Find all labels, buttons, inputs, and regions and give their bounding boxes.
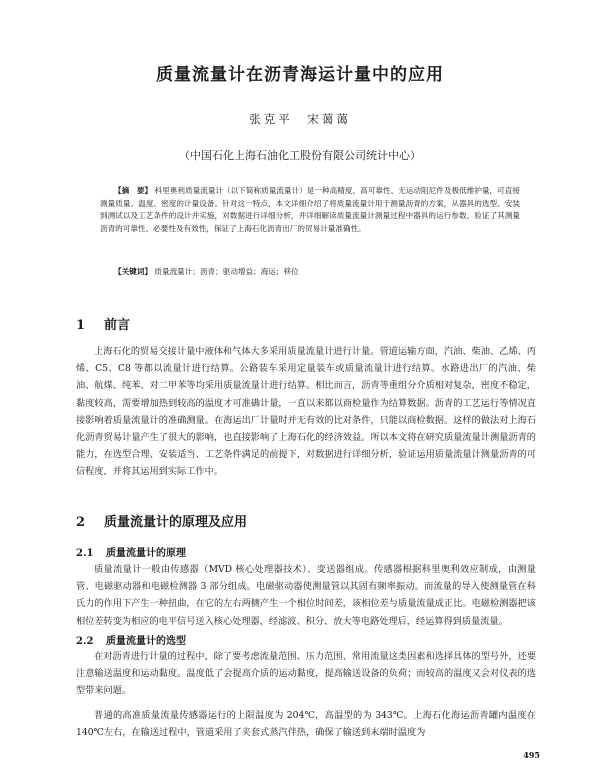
paper-authors: 张克平 宋蔼蔼 <box>249 112 351 126</box>
section-2-2-paragraph-2: 普通的高准质量流量传感器运行的上限温度为 204℃，高温型的为 343℃。上海石化海运沥青罐内温度在 140℃左右，在输送过程中，管道采用了夹套式蒸汽伴热，确保了输送到末端时温度为 <box>76 710 536 739</box>
paper-affiliation: （中国石化上海石油化工股份有限公司统计中心） <box>179 149 421 162</box>
section-2-title: 质量流量计的原理及应用 <box>104 515 248 530</box>
section-2-1-paragraph: 质量流量计一般由传感器（MVD 核心处理器技术）、变送器组成。传感器根据科里奥利效应制成，由测量管、电磁驱动器和电磁检测器 3 部分组成。电磁驱动器使测量管以其固有频率振动。而流量的导入使测量管在科氏力的作用下产生一种扭曲，在它的左右两侧产生一个相位时间差，该相位差与质量流量成正比。电磁检测器把该相位差转变为相应的电平信号送入核心处理器，经滤波、积分、放大等电路处理后，经运算得到质量流量。 <box>76 564 536 627</box>
section-1-title: 前言 <box>104 318 131 333</box>
section-2-2-paragraph-1: 在对沥青进行计量的过程中，除了要考虑流量范围、压力范围、常用流量这类因素和选择具体的型号外，还要注意输送温度和运动黏度。温度低了会提高介质的运动黏度，提高输送设备的负荷；而较高的温度又会对仪表的选型带来问题。 <box>76 651 536 697</box>
paper-title: 质量流量计在沥青海运计量中的应用 <box>156 65 444 85</box>
abstract <box>100 185 520 235</box>
abstract-text: 科里奥利质量流量计（以下简称质量流量计）是一种高精度、高可靠性、无运动阻尼件及极低维护量，可直接测量质量、温度、密度的计量设备。针对这一特点，本文详细介绍了将质量流量计用于测量沥青的方案，从器具的选型、安装到测试以及工艺条件的设计并实施，对数据进行详细分析，并详细解读质量流量计测量过程中器具的运行参数，验证了其测量沥青的可靠性、必要性及有效性，保证了上海石化沥青出厂的贸易计量准确性。 <box>100 186 520 233</box>
section-2-1-number: 2.1 <box>76 548 94 559</box>
keywords <box>100 266 520 278</box>
section-2-1-title: 质量流量计的原理 <box>106 548 186 559</box>
page-number: 495 <box>523 750 540 760</box>
section-2-2-heading <box>76 632 186 647</box>
section-1-heading <box>76 314 130 333</box>
section-2-heading <box>76 511 247 530</box>
keywords-text: 质量流量计；沥青；驱动增益；海运；移位 <box>154 267 299 276</box>
abstract-label: 【摘 要】 <box>114 186 153 195</box>
keywords-label: 【关键词】 <box>114 267 152 276</box>
section-2-1-heading <box>76 544 186 559</box>
section-2-2-number: 2.2 <box>76 636 94 647</box>
section-2-2-title: 质量流量计的选型 <box>106 636 186 647</box>
section-2-number: 2 <box>76 515 86 530</box>
section-1-number: 1 <box>76 318 86 333</box>
section-1-paragraph: 上海石化的贸易交接计量中液体和气体大多采用质量流量计进行计量。管道运输方面，汽油、柴油、乙烯、丙烯、C5、C8 等都以流量计进行结算。公路装车采用定量装车或质量流量计进行结算。水路进出厂的汽油、柴油、航煤、纯苯、对二甲苯等均采用质量流量计进行结算。相比而言，沥青等重组分介质相对复杂，密度不稳定，黏度较高，需要增加热到较高的温度才可准确计量，一直以来都以商检量作为结算数据。沥青的工艺运行等情况直接影响着质量流量计的准确测量。在海运出厂计量时并无有效的比对条件，只能以商检数据。这样的做法对上海石化沥青贸易计量产生了很大的影响，也直接影响了上海石化的经济效益。所以本文将在研究质量流量计测量沥青的能力，在选型合理、安装适当、工艺条件满足的前提下，对数据进行详细分析，验证运用质量流量计测量沥青的可信程度，并将其运用到实际工作中。 <box>76 346 536 478</box>
